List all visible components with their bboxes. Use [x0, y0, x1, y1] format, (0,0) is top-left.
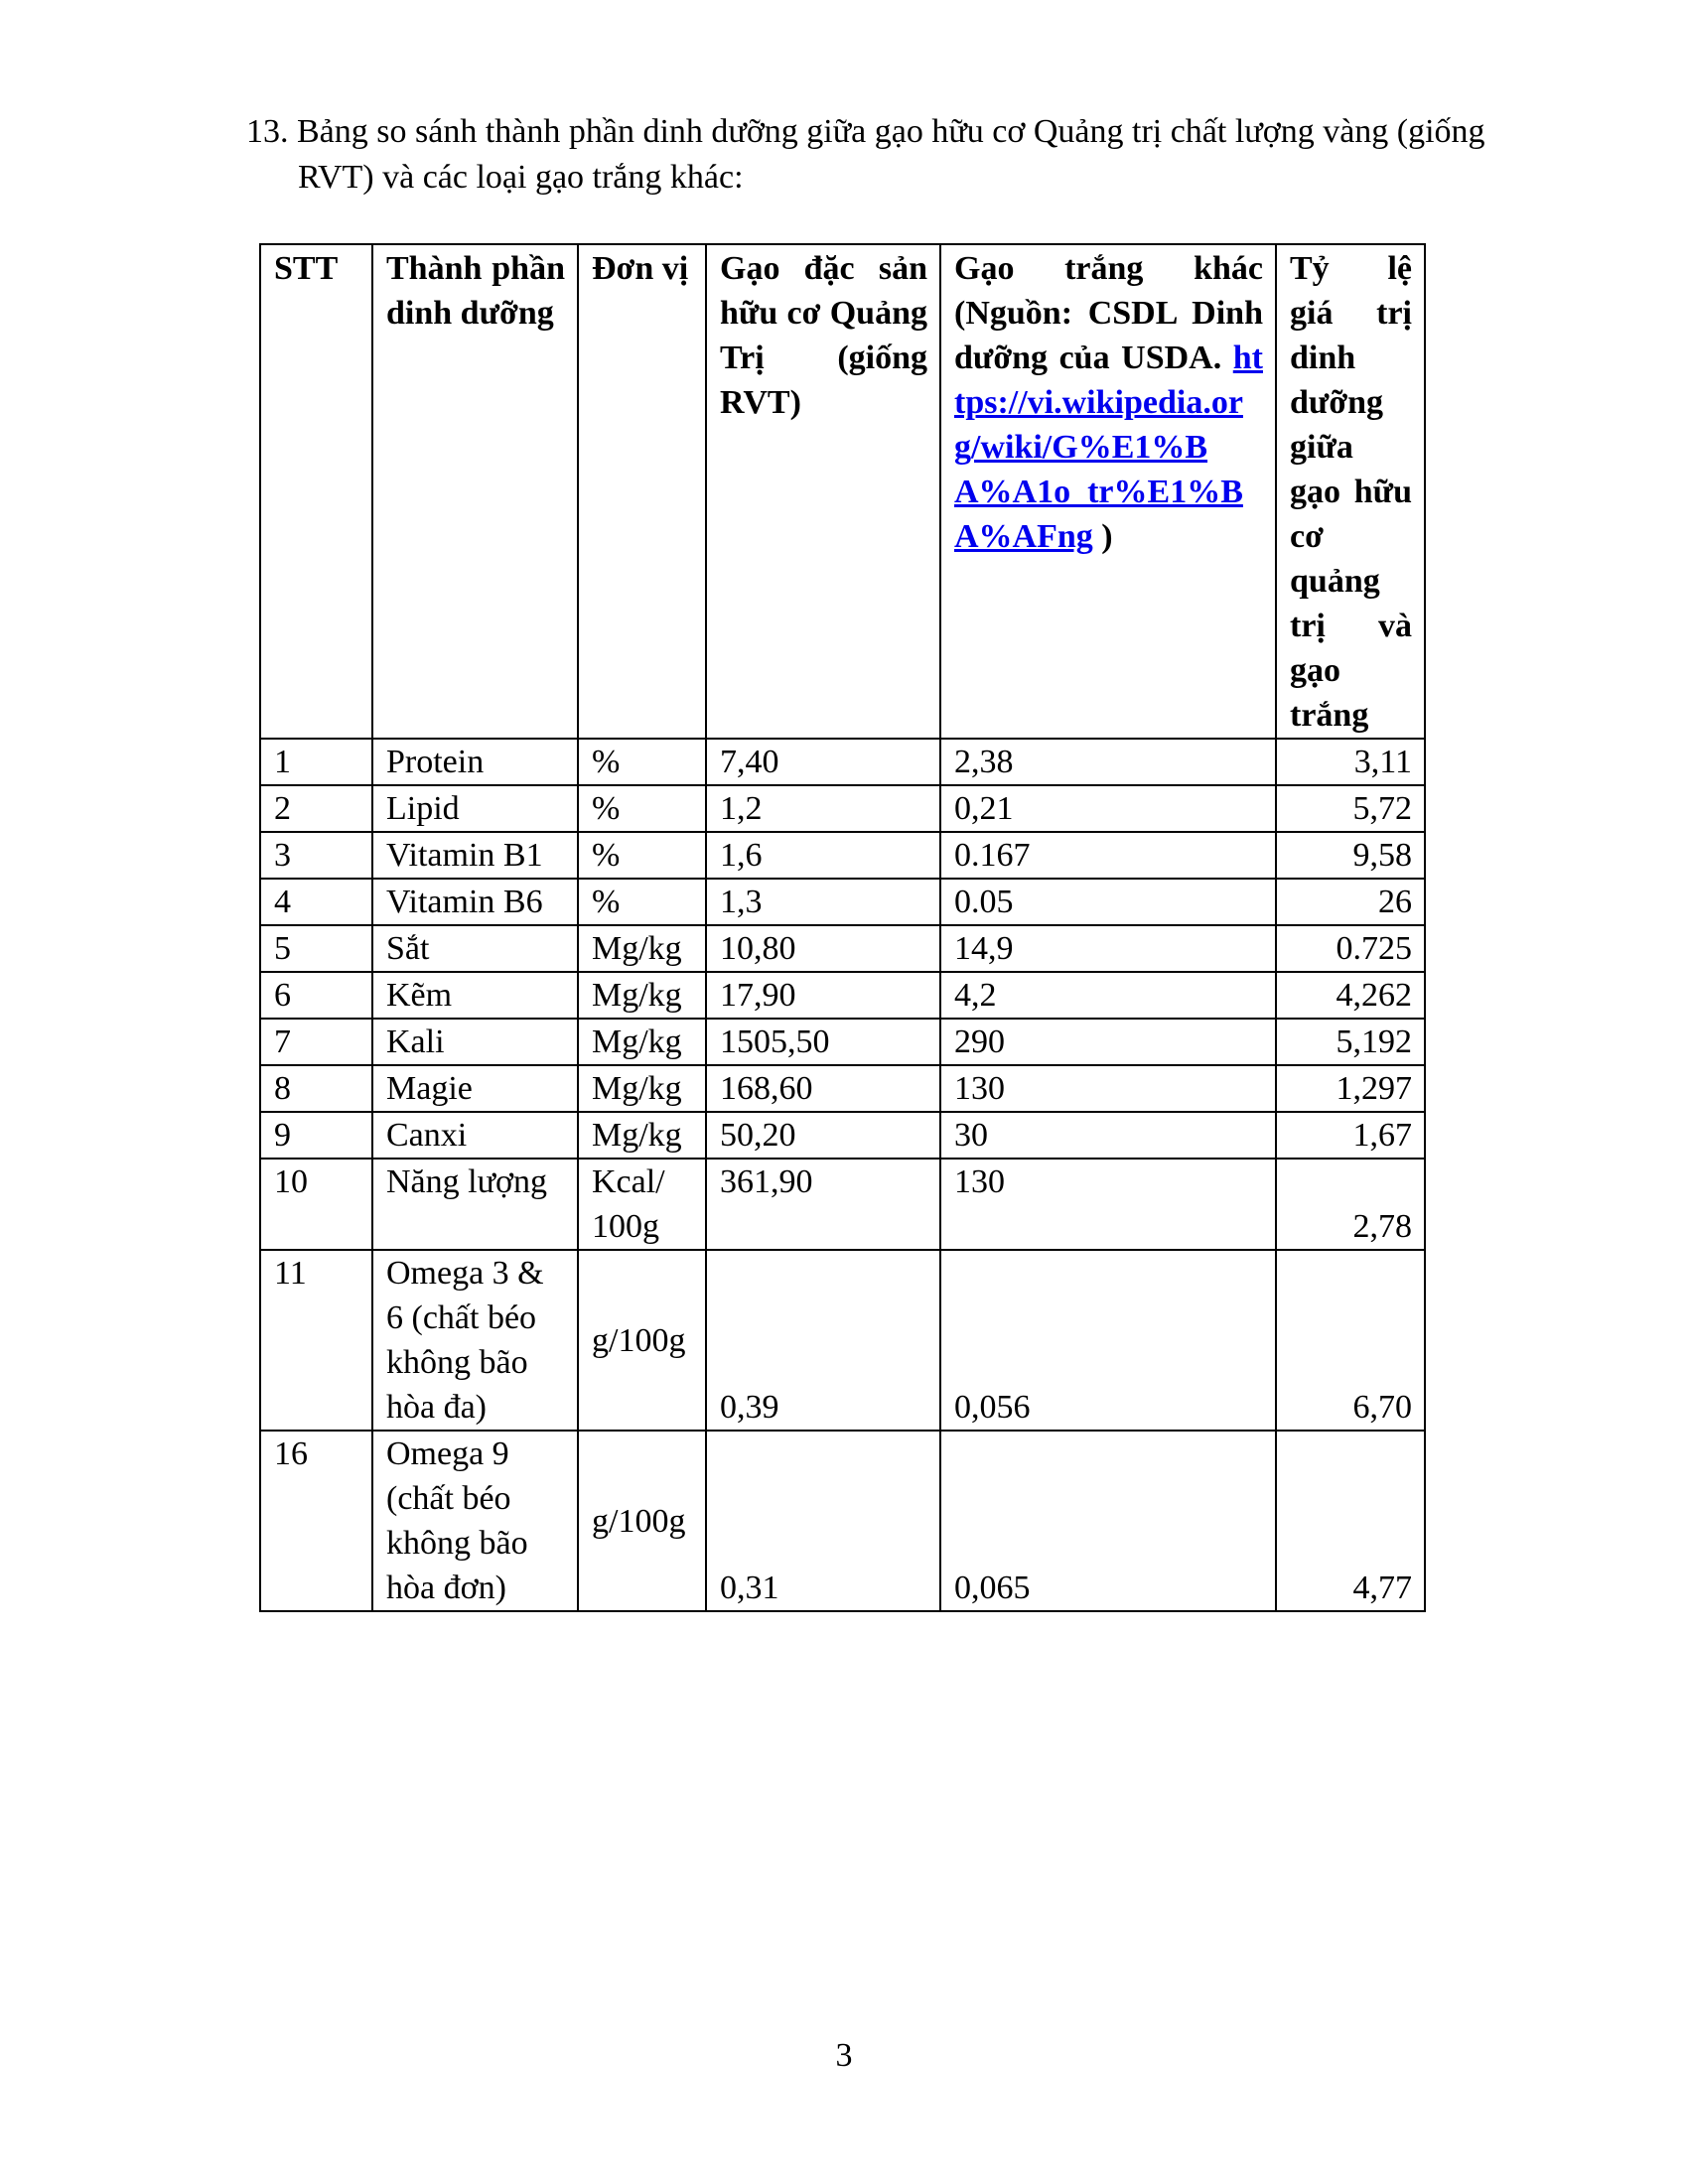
cell-organic: 1,6	[706, 832, 940, 879]
cell-white: 0,056	[940, 1250, 1276, 1431]
cell-ratio: 1,297	[1276, 1065, 1425, 1112]
cell-organic: 1,3	[706, 879, 940, 925]
cell-component: Lipid	[372, 785, 578, 832]
cell-ratio: 3,11	[1276, 739, 1425, 785]
header-component: Thành phần dinh dưỡng	[372, 244, 578, 739]
cell-organic: 168,60	[706, 1065, 940, 1112]
table-row	[260, 1250, 1425, 1431]
cell-organic: 7,40	[706, 739, 940, 785]
cell-unit: Mg/kg	[578, 1112, 706, 1159]
cell-white: 0,065	[940, 1431, 1276, 1611]
cell-organic: 1,2	[706, 785, 940, 832]
cell-stt: 1	[260, 739, 372, 785]
cell-white: 130	[940, 1065, 1276, 1112]
cell-stt: 8	[260, 1065, 372, 1112]
cell-organic: 17,90	[706, 972, 940, 1019]
cell-ratio: 4,77	[1276, 1431, 1425, 1611]
cell-organic: 50,20	[706, 1112, 940, 1159]
cell-stt: 6	[260, 972, 372, 1019]
cell-stt: 4	[260, 879, 372, 925]
header-organic-rice: Gạo đặc sản hữu cơ Quảng Trị (giống RVT)	[706, 244, 940, 739]
cell-unit: Mg/kg	[578, 925, 706, 972]
cell-white: 2,38	[940, 739, 1276, 785]
cell-ratio: 0.725	[1276, 925, 1425, 972]
cell-unit: Kcal/ 100g	[578, 1159, 706, 1250]
cell-unit: %	[578, 832, 706, 879]
header-unit: Đơn vị	[578, 244, 706, 739]
cell-stt: 5	[260, 925, 372, 972]
cell-unit: %	[578, 785, 706, 832]
header-white-rice-text: Gạo trắng khác (Nguồn: CSDL Dinh dưỡng của USDA.	[954, 250, 1263, 376]
cell-stt: 9	[260, 1112, 372, 1159]
cell-component: Kẽm	[372, 972, 578, 1019]
cell-ratio: 6,70	[1276, 1250, 1425, 1431]
cell-unit: Mg/kg	[578, 1065, 706, 1112]
cell-ratio: 2,78	[1276, 1159, 1425, 1250]
cell-unit: g/100g	[578, 1431, 706, 1611]
cell-organic: 1505,50	[706, 1019, 940, 1065]
cell-stt: 2	[260, 785, 372, 832]
cell-stt: 7	[260, 1019, 372, 1065]
cell-ratio: 4,262	[1276, 972, 1425, 1019]
table-row	[260, 972, 1425, 1019]
table-row	[260, 785, 1425, 832]
cell-component: Vitamin B1	[372, 832, 578, 879]
cell-component: Kali	[372, 1019, 578, 1065]
cell-organic: 361,90	[706, 1159, 940, 1250]
cell-ratio: 26	[1276, 879, 1425, 925]
cell-white: 130	[940, 1159, 1276, 1250]
cell-stt: 16	[260, 1431, 372, 1611]
table-row	[260, 1431, 1425, 1611]
table-row	[260, 1112, 1425, 1159]
cell-ratio: 5,192	[1276, 1019, 1425, 1065]
table-row	[260, 879, 1425, 925]
cell-organic: 10,80	[706, 925, 940, 972]
table-row	[260, 1019, 1425, 1065]
cell-unit: g/100g	[578, 1250, 706, 1431]
cell-white: 0.167	[940, 832, 1276, 879]
cell-component: Năng lượng	[372, 1159, 578, 1250]
table-row	[260, 1065, 1425, 1112]
cell-organic: 0,31	[706, 1431, 940, 1611]
cell-white: 0.05	[940, 879, 1276, 925]
cell-stt: 10	[260, 1159, 372, 1250]
cell-component: Protein	[372, 739, 578, 785]
cell-component: Omega 9 (chất béo không bão hòa đơn)	[372, 1431, 578, 1611]
header-white-rice	[940, 244, 1276, 739]
cell-component: Vitamin B6	[372, 879, 578, 925]
page-number: 3	[835, 2037, 853, 2074]
usda-source-link[interactable]: https://vi.wikipedia.org/wiki/G%E1%BA%A1o_tr%E1%BA%AFng	[954, 340, 1263, 555]
cell-ratio: 9,58	[1276, 832, 1425, 879]
cell-white: 14,9	[940, 925, 1276, 972]
table-header-row	[260, 244, 1425, 739]
cell-component: Omega 3 & 6 (chất béo không bão hòa đa)	[372, 1250, 578, 1431]
cell-ratio: 1,67	[1276, 1112, 1425, 1159]
cell-white: 0,21	[940, 785, 1276, 832]
header-white-rice-close: )	[1101, 518, 1113, 555]
cell-component: Magie	[372, 1065, 578, 1112]
cell-stt: 3	[260, 832, 372, 879]
table-row	[260, 925, 1425, 972]
cell-white: 290	[940, 1019, 1276, 1065]
table-row	[260, 739, 1425, 785]
table-row	[260, 832, 1425, 879]
section-heading: 13. Bảng so sánh thành phần dinh dưỡng giữa gạo hữu cơ Quảng trị chất lượng vàng (giống RVT) và các loại gạo trắng khác:	[246, 113, 1485, 196]
table-row	[260, 1159, 1425, 1250]
cell-unit: Mg/kg	[578, 1019, 706, 1065]
cell-white: 30	[940, 1112, 1276, 1159]
cell-stt: 11	[260, 1250, 372, 1431]
cell-unit: Mg/kg	[578, 972, 706, 1019]
cell-ratio: 5,72	[1276, 785, 1425, 832]
cell-component: Sắt	[372, 925, 578, 972]
cell-component: Canxi	[372, 1112, 578, 1159]
nutrition-comparison-table	[259, 243, 1426, 1612]
cell-unit: %	[578, 739, 706, 785]
header-ratio: Tỷ lệ giá trị dinh dưỡng giữa gạo hữu cơ quảng trị và gạo trắng	[1276, 244, 1425, 739]
cell-white: 4,2	[940, 972, 1276, 1019]
cell-unit: %	[578, 879, 706, 925]
header-stt: STT	[260, 244, 372, 739]
cell-organic: 0,39	[706, 1250, 940, 1431]
